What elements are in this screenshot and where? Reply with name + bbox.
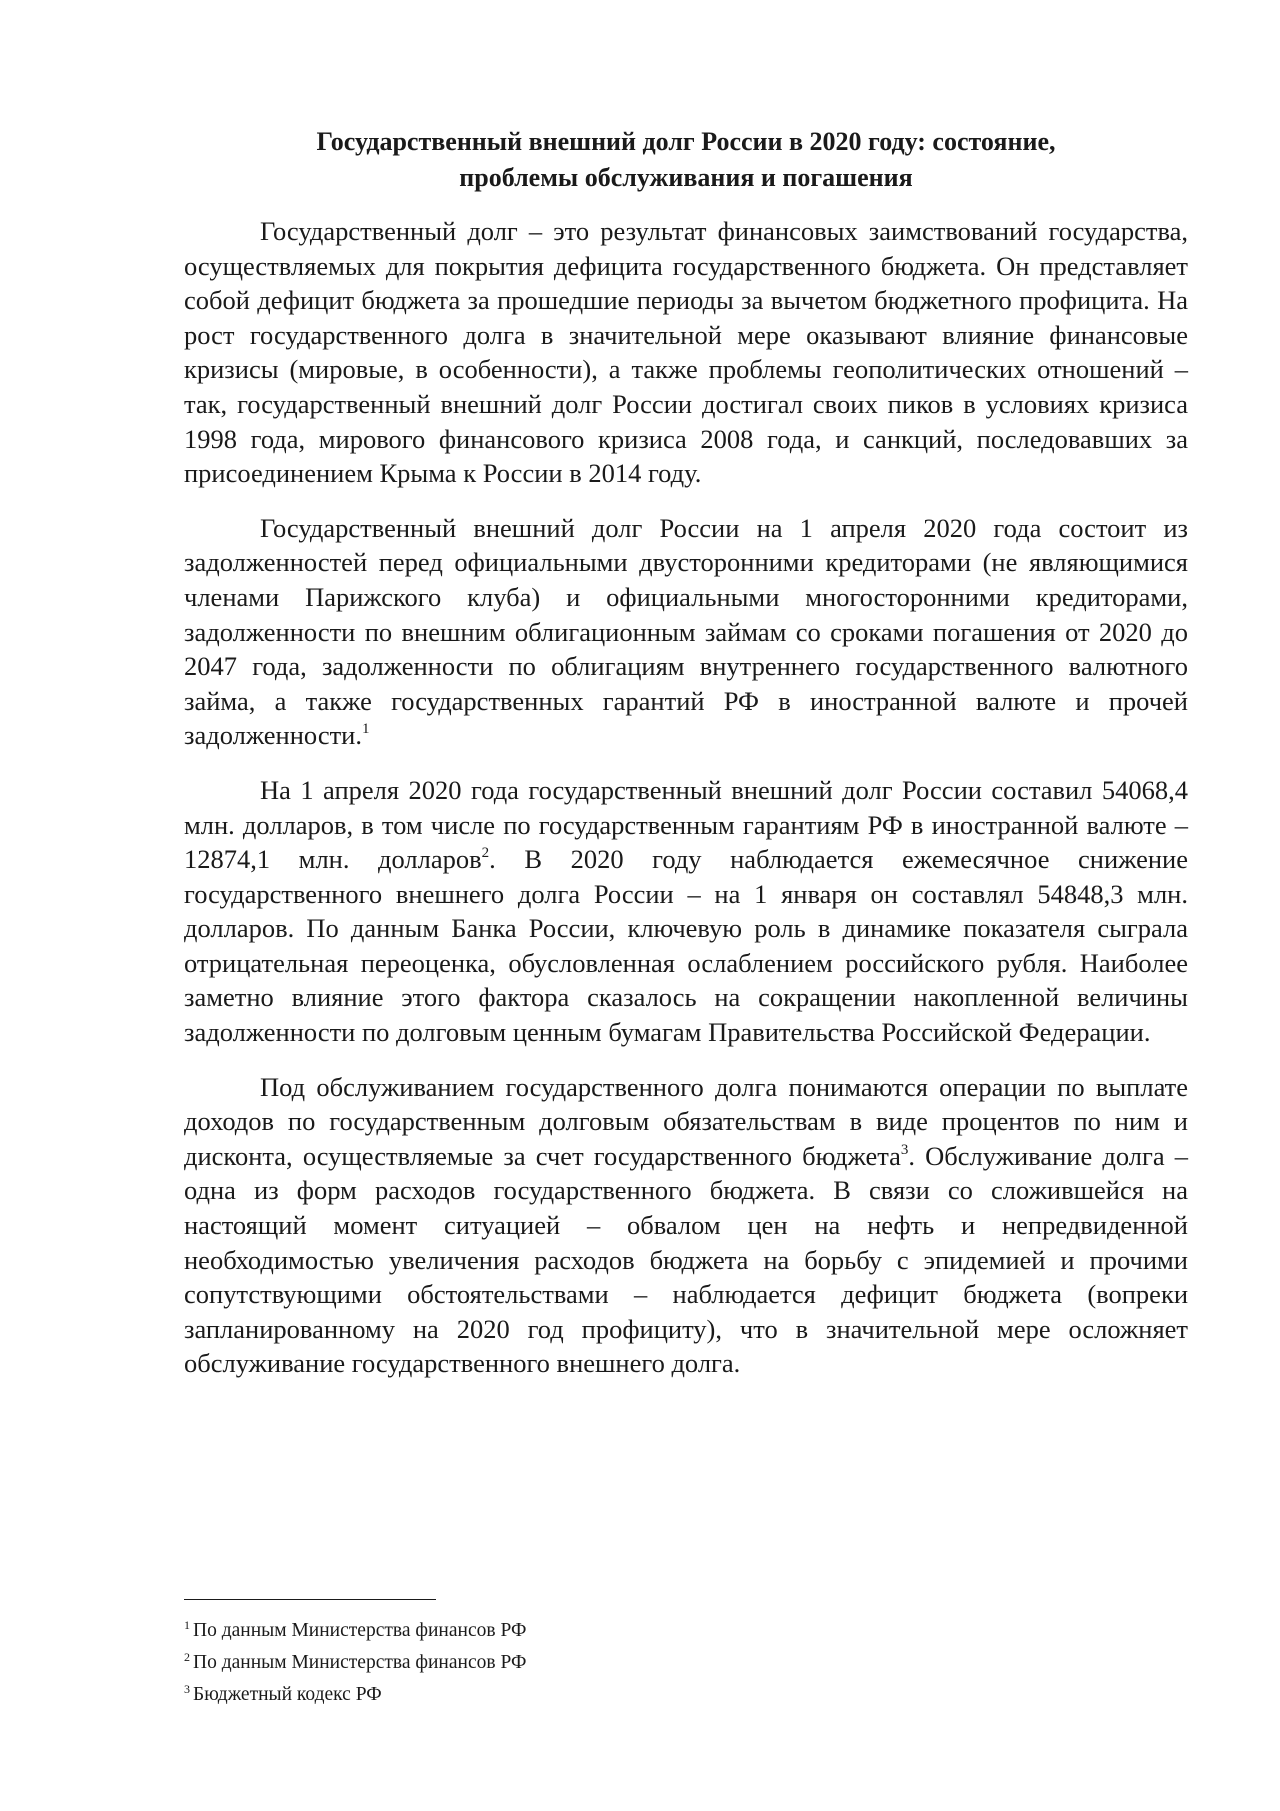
footnote-ref-1[interactable]: 1 <box>361 721 370 738</box>
document-body <box>184 214 1188 1401</box>
footnote-1 <box>184 1612 984 1644</box>
paragraph-4 <box>184 1070 1188 1381</box>
footnote-3 <box>184 1676 984 1708</box>
footnote-2 <box>184 1644 984 1676</box>
footnote-ref-2[interactable]: 2 <box>481 845 490 862</box>
footnote-ref-3[interactable]: 3 <box>900 1141 909 1158</box>
paragraph-text: Под обслуживанием государственного долга понимаются операции по выплате доходов по государственным долговым обязательствам в виде процентов по ним и дисконта, осуществляемые за счет государственного бюджета <box>184 1071 1188 1171</box>
paragraph-text: Государственный долг – это результат финансовых заимствований государства, осуществляемых для покрытия дефицита государственного бюджета. Он представляет собой дефицит бюджета за прошедшие периоды за вычетом бюджетного профицита. На рост государственного долга в значительной мере оказывают влияние финансовые кризисы (мировые, в особенности), а также проблемы геополитических отношений – так, государственный внешний долг России достигал своих пиков в условиях кризиса 1998 года, мирового финансового кризиса 2008 года, и санкций, последовавших за присоединением Крыма к России в 2014 году. <box>184 216 1188 489</box>
paragraph-2 <box>184 511 1188 753</box>
paragraph-text: На 1 апреля 2020 года государственный внешний долг России составил 54068,4 млн. долларов, в том числе по государственным гарантиям РФ в иностранной валюте – 12874,1 млн. долларов <box>184 774 1188 875</box>
title-line-2: проблемы обслуживания и погашения <box>459 163 913 192</box>
paragraph-3 <box>184 773 1188 1050</box>
footnote-number: 1 <box>184 1618 190 1632</box>
footnote-text: По данным Министерства финансов РФ <box>193 1620 527 1641</box>
paragraph-text-after: . Обслуживание долга – одна из форм расходов государственного бюджета. В связи со сложившейся на настоящий момент ситуацией – обвалом цен на нефть и непредвиденной необходимостью увеличения расходов бюджета на борьбу с эпидемией и прочими сопутствующими обстоятельствами – наблюдается дефицит бюджета (вопреки запланированному на 2020 год профициту), что в значительной мере осложняет обслуживание государственного внешнего долга. <box>184 1140 1188 1379</box>
document-title <box>184 124 1188 196</box>
footnote-separator <box>184 1599 436 1600</box>
paragraph-text-after: . В 2020 году наблюдается ежемесячное снижение государственного внешнего долга России – на 1 января он составлял 54848,3 млн. долларов. По данным Банка России, ключевую роль в динамике показателя сыграла отрицательная переоценка, обусловленная ослаблением российского рубля. Наиболее заметно влияние этого фактора сказалось на сокращении накопленной величины задолженности по долговым ценным бумагам Правительства Российской Федерации. <box>184 844 1188 1048</box>
paragraph-text: Государственный внешний долг России на 1 апреля 2020 года состоит из задолженностей перед официальными двусторонними кредиторами (не являющимися членами Парижского клуба) и официальными многосторонними кредиторами, задолженности по внешним облигационным займам со сроками погашения от 2020 до 2047 года, задолженности по облигациям внутреннего государственного валютного займа, а также государственных гарантий РФ в иностранной валюте и прочей задолженности. <box>184 512 1188 751</box>
footnotes <box>184 1612 984 1708</box>
footnote-number: 3 <box>184 1682 190 1696</box>
paragraph-1 <box>184 214 1188 491</box>
title-line-1: Государственный внешний долг России в 2020 году: состояние, <box>316 127 1056 156</box>
footnote-number: 2 <box>184 1650 190 1664</box>
footnote-text: Бюджетный кодекс РФ <box>193 1684 382 1705</box>
footnote-text: По данным Министерства финансов РФ <box>193 1652 527 1673</box>
